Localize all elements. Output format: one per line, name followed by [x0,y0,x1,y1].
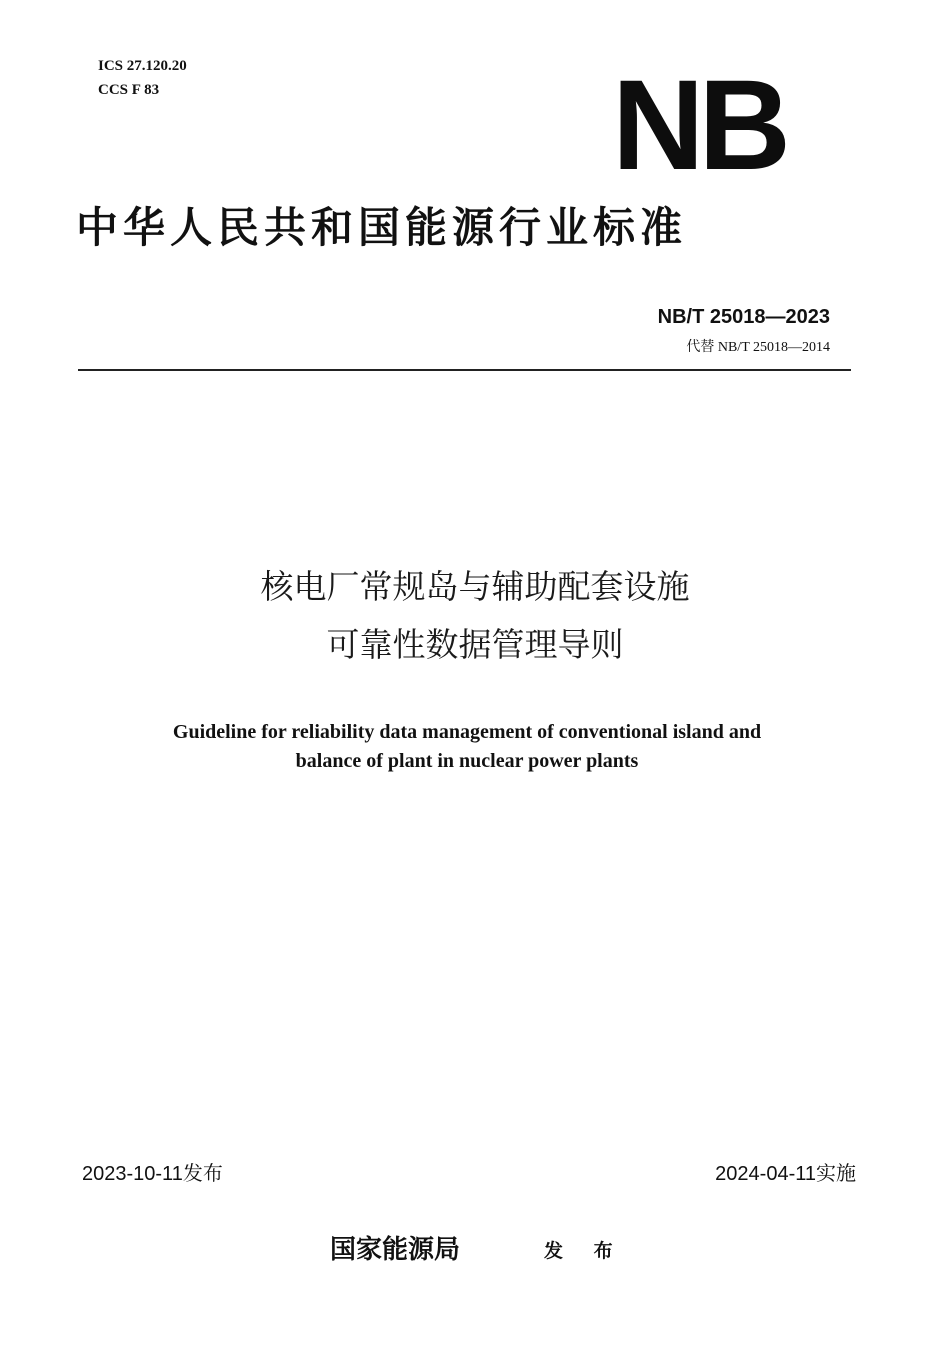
ics-code: ICS 27.120.20 [98,58,187,74]
issue-label: 发 布 [544,1240,625,1262]
issue-date: 2023-10-11发布 [82,1163,223,1185]
header-divider [78,369,851,371]
chinese-title-line-1: 核电厂常规岛与辅助配套设施 [260,567,690,606]
replaces-standard: 代替 NB/T 25018—2014 [686,340,830,355]
standard-category-heading: 中华人民共和国能源行业标准 [76,203,688,252]
english-title-line-1: Guideline for reliability data management of conventional island and [172,721,762,743]
nb-logo: NB [612,54,785,197]
standard-number: NB/T 25018—2023 [657,306,830,328]
issuing-authority: 国家能源局 [330,1235,461,1265]
chinese-title [0,558,950,674]
ccs-code: CCS F 83 [98,82,160,98]
chinese-title-line-2: 可靠性数据管理导则 [326,625,624,664]
implementation-date: 2024-04-11实施 [715,1163,856,1185]
english-title [0,718,934,776]
english-title-line-2: balance of plant in nuclear power plants [295,750,639,772]
